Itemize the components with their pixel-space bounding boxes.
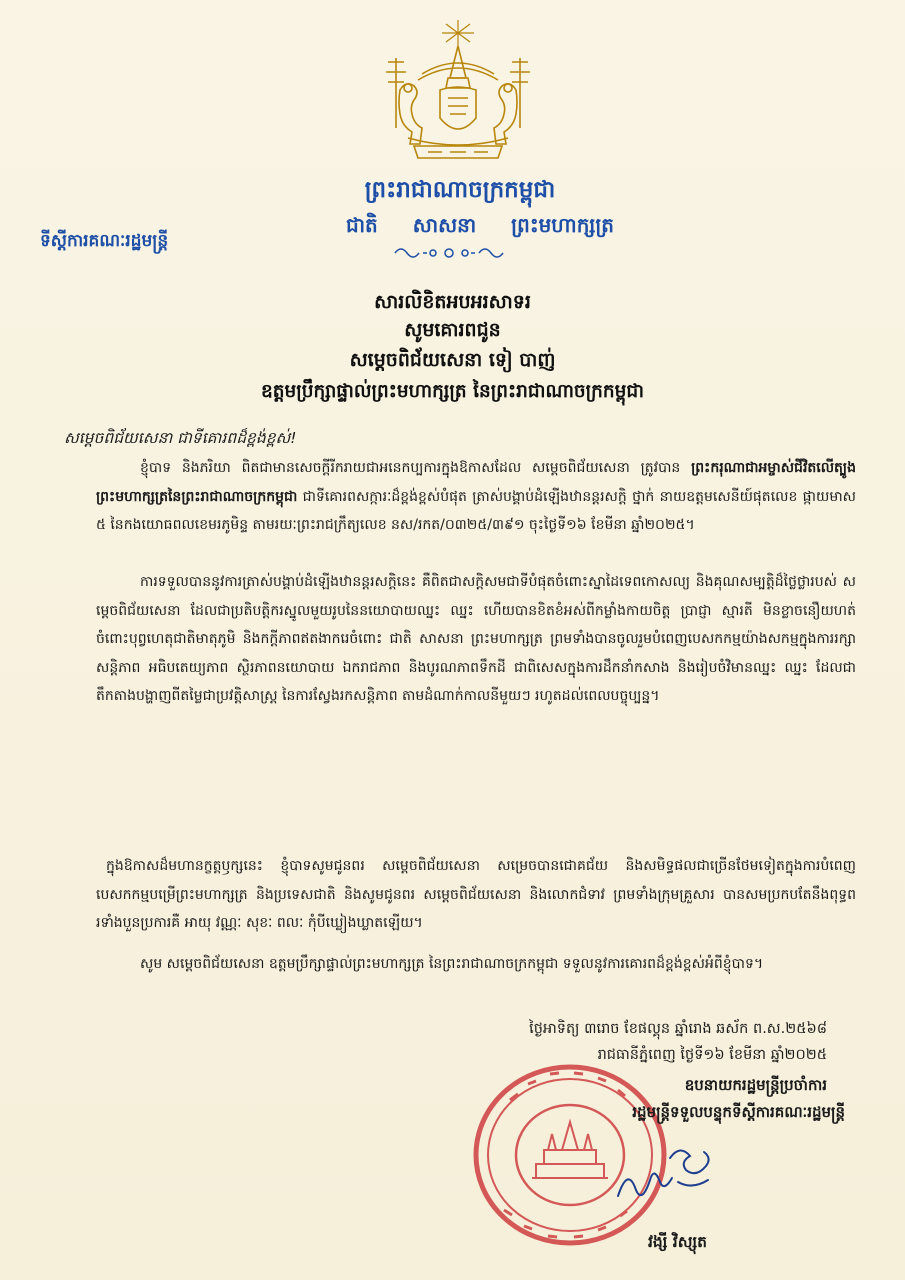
office-name: ទីស្តីការគណៈរដ្ឋមន្ត្រី: [40, 231, 169, 251]
letter-title: សារលិខិតអបអរសាទរ: [374, 291, 531, 313]
salutation: សម្តេចពិជ័យសេនា ជាទីគោរពដ៏ខ្ពង់ខ្ពស់!: [64, 429, 297, 447]
motto-nation: ជាតិ: [345, 213, 378, 237]
paragraph-1-bold: ព្រះករុណាជាអម្ចាស់ជីវិតលើត្បូង ព្រះមហាក្សត្រនៃព្រះរាជាណាចក្រកម្ពុជា: [96, 460, 856, 505]
royal-coat-of-arms-icon: [378, 18, 538, 168]
motto-king: ព្រះមហាក្សត្រ: [511, 213, 615, 237]
paragraph-1: [96, 454, 856, 540]
paragraph-2: [96, 568, 856, 711]
recipient-title: ឧត្តមប្រឹក្សាផ្ទាល់ព្រះមហាក្សត្រ នៃព្រះរាជាណាចក្រកម្ពុជា: [260, 381, 645, 402]
paragraph-3: [96, 852, 856, 938]
paragraph-4: [96, 950, 856, 979]
paragraph-1-end: ជាទីគោរពសក្ការៈដ៏ខ្ពង់ខ្ពស់បំផុត ត្រាស់បង្គាប់ដំឡើងឋានន្តរសក្តិ ថ្នាក់ នាយឧត្តមសេនីយ៍ផុតលេខ ផ្កាយមាស ៥ នៃកងយោធពលខេមរភូមិន្ទ តាមរយៈព្រះរាជក្រឹត្យលេខ នស/រកត/០៣២៥/៣៩១ ចុះថ្ងៃទី១៦ ខែមីនា ឆ្នាំ២០២៥។: [96, 488, 856, 533]
lunar-date: ថ្ងៃអាទិត្យ ៣រោច ខែផល្គុន ឆ្នាំរោង ឆស័ក ព.ស.២៥៦៨: [529, 1021, 827, 1037]
paragraph-1-start: ខ្ញុំបាទ និងភរិយា ពិតជាមានសេចក្តីរីករាយជាអនេកប្បការក្នុងឱកាសដែល សម្តេចពិជ័យសេនា ត្រូវបាន: [140, 460, 692, 476]
national-motto: [332, 212, 628, 242]
paragraph-3-text: ក្នុងឱកាសដ៏មហានក្ខត្តឫក្សនេះ ខ្ញុំបាទសូមជូនពរ សម្តេចពិជ័យសេនា សម្រេចបានជោគជ័យ និងសមិទ្ធផលជាច្រើនថែមទៀតក្នុងការបំពេញបេសកកម្មបម្រើព្រះមហាក្សត្រ និងប្រទេសជាតិ និងសូមជូនពរ សម្តេចពិជ័យសេនា និងលោកជំទាវ ព្រមទាំងក្រុមគ្រួសារ បានសមប្រកបតែនឹងពុទ្ធពរទាំងបួនប្រការគឺ អាយុ វណ្ណៈ សុខៈ ពលៈ កុំបីឃ្លៀងឃ្លាតឡើយ។: [96, 858, 856, 931]
kingdom-name: ព្រះរាជាណាចក្រកម្ពុជា: [364, 177, 556, 203]
solar-date: រាជធានីភ្នំពេញ ថ្ងៃទី១៦ ខែមីនា ឆ្នាំ២០២៥: [597, 1047, 827, 1063]
motto-religion: សាសនា: [412, 213, 477, 237]
handwritten-signature-icon: [608, 1138, 718, 1208]
paragraph-4-text: សូម សម្តេចពិជ័យសេនា ឧត្តមប្រឹក្សាផ្ទាល់ព្រះមហាក្សត្រ នៃព្រះរាជាណាចក្រកម្ពុជា ទទួលនូវការគោរពដ៏ខ្ពង់ខ្ពស់អំពីខ្ញុំបាទ។: [140, 956, 764, 972]
signatory-title-1: ឧបនាយករដ្ឋមន្ត្រីប្រចាំការ: [684, 1076, 827, 1094]
decorative-divider-icon: [393, 244, 505, 262]
signatory-title-2: រដ្ឋមន្ត្រីទទួលបន្ទុកទីស្តីការគណៈរដ្ឋមន្ត្រី: [632, 1103, 845, 1121]
paragraph-2-text: ការទទួលបាននូវការត្រាស់បង្គាប់ដំឡើងឋានន្តរសក្តិនេះ គឺពិតជាសក្តិសមជាទីបំផុតចំពោះស្នាដៃទេពកោសល្យ និងគុណសម្បត្តិដ៏ថ្លៃថ្លារបស់ សម្តេចពិជ័យសេនា ដែលជាប្រតិបត្តិករស្នូលមួយរូបនៃនយោបាយឈ្នះ ឈ្នះ ហើយបានខិតខំអស់ពីកម្លាំងកាយចិត្ត ប្រាជ្ញា ស្មារតី មិនខ្លាចនឿយហត់ ចំពោះបុព្វហេតុជាតិមាតុភូមិ និងកក្តីភាពឥតងាករេចំពោះ ជាតិ សាសនា ព្រះមហាក្សត្រ ព្រមទាំងបានចូលរួមបំពេញបេសកកម្មយ៉ាងសកម្មក្នុងការរក្សាសន្តិភាព អធិបតេយ្យភាព ស្ថិរភាពនយោបាយ ឯករាជភាព និងបូរណភាពទឹកដី ជាពិសេសក្នុងការដឹកនាំកសាង និងរៀបចំវិមានឈ្នះ ឈ្នះ ដែលជាតឹកតាងបង្ហាញពីតម្លៃជាប្រវត្តិសាស្ត្រ នៃការស្វែងរកសន្តិភាព តាមដំណាក់កាលនីមួយៗ រហូតដល់ពេលបច្ចុប្បន្ន។: [96, 574, 856, 704]
recipient-name: សម្តេចពិជ័យសេនា ទៀ បាញ់: [349, 349, 556, 371]
respectfully-to: សូមគោរពជូន: [404, 319, 501, 341]
signatory-name: វង្សី វិស្សុត: [648, 1233, 707, 1251]
